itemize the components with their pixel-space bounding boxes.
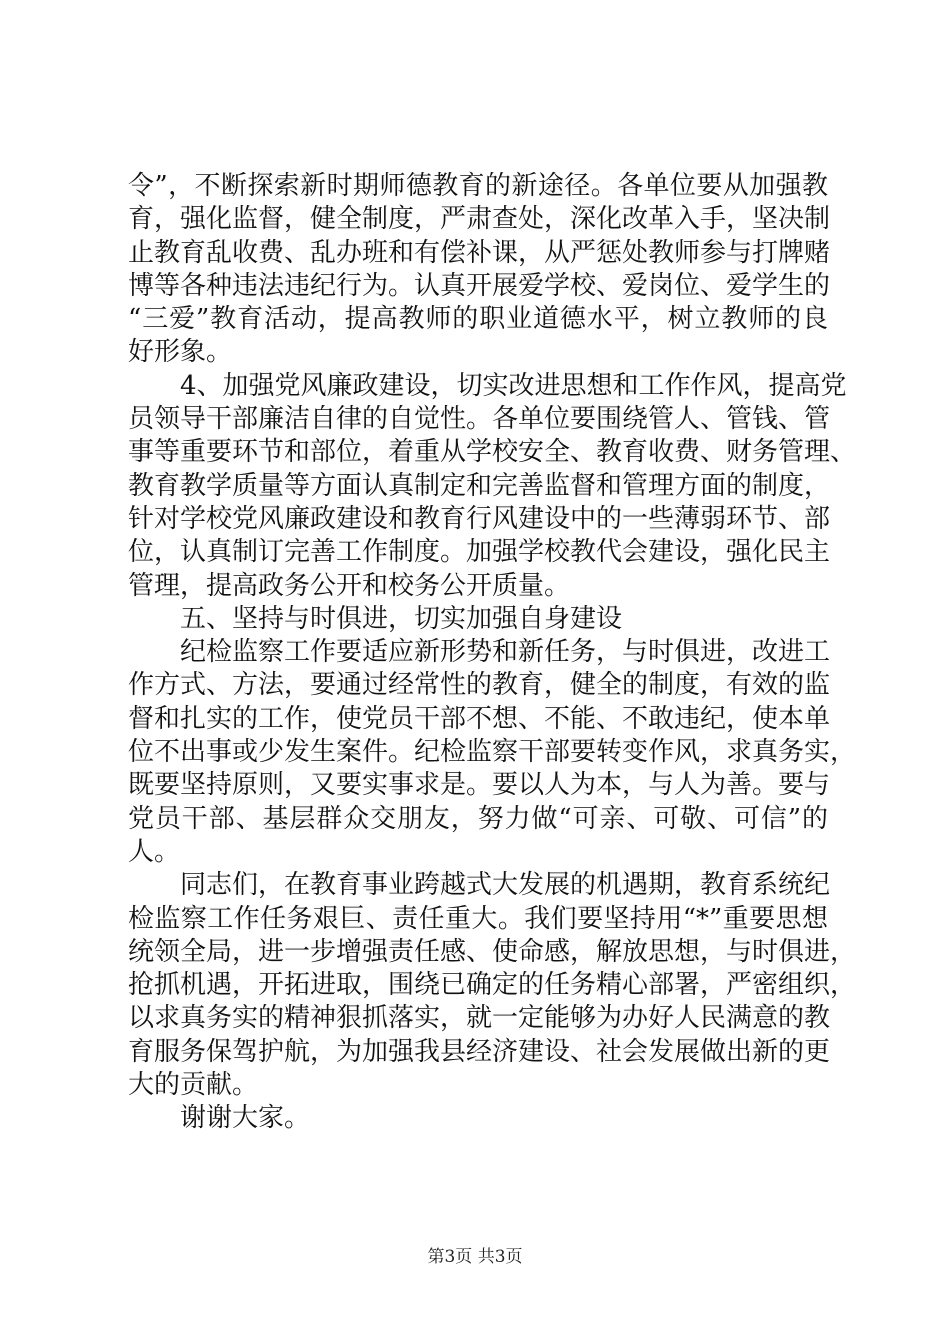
text-line: 人。 — [128, 836, 181, 867]
text-line: 止教育乱收费、乱办班和有偿补课，从严惩处教师参与打牌赌 — [128, 237, 831, 268]
text-line: 大的贡献。 — [128, 1070, 259, 1101]
text-line: 博等各种违法违纪行为。认真开展爱学校、爱岗位、爱学生的 — [128, 270, 831, 301]
text-line: 事等重要环节和部位，着重从学校安全、教育收费、财务管理、 — [128, 437, 857, 468]
text-line: 谢谢大家。 — [180, 1103, 311, 1134]
text-line: “三爱”教育活动，提高教师的职业道德水平，树立教师的良 — [128, 304, 828, 335]
text-line: 员领导干部廉洁自律的自觉性。各单位要围绕管人、管钱、管 — [128, 404, 831, 435]
text-line: 既要坚持原则，又要实事求是。要以人为本，与人为善。要与 — [128, 770, 831, 801]
text-line: 五、坚持与时俱进，切实加强自身建设 — [180, 603, 623, 634]
text-line: 同志们，在教育事业跨越式大发展的机遇期，教育系统纪 — [180, 870, 831, 901]
text-line: 检监察工作任务艰巨、责任重大。我们要坚持用“*”重要思想 — [128, 903, 828, 934]
text-line: 抢抓机遇，开拓进取，围绕已确定的任务精心部署，严密组织， — [128, 970, 857, 1001]
text-line: 针对学校党风廉政建设和教育行风建设中的一些薄弱环节、部 — [128, 503, 831, 534]
text-line: 好形象。 — [128, 337, 233, 368]
text-line: 育服务保驾护航，为加强我县经济建设、社会发展做出新的更 — [128, 1036, 831, 1067]
text-line: 教育教学质量等方面认真制定和完善监督和管理方面的制度， — [128, 470, 831, 501]
text-line: 纪检监察工作要适应新形势和新任务，与时俱进，改进工 — [180, 637, 831, 668]
text-line: 督和扎实的工作，使党员干部不想、不能、不敢违纪，使本单 — [128, 703, 831, 734]
text-line: 4、加强党风廉政建设，切实改进思想和工作作风，提高党 — [180, 370, 847, 401]
text-line: 作方式、方法，要通过经常性的教育，健全的制度，有效的监 — [128, 670, 831, 701]
text-line: 育，强化监督，健全制度，严肃查处，深化改革入手，坚决制 — [128, 204, 831, 235]
document-body — [128, 170, 857, 1136]
text-line: 党员干部、基层群众交朋友，努力做“可亲、可敬、可信”的 — [128, 803, 828, 834]
text-line: 统领全局，进一步增强责任感、使命感，解放思想，与时俱进， — [128, 936, 857, 967]
text-line: 管理，提高政务公开和校务公开质量。 — [128, 570, 571, 601]
text-line: 位，认真制订完善工作制度。加强学校教代会建设，强化民主 — [128, 537, 831, 568]
text-line: 令”，不断探索新时期师德教育的新途径。各单位要从加强教 — [128, 171, 828, 201]
text-line: 位不出事或少发生案件。纪检监察干部要转变作风，求真务实， — [128, 737, 857, 768]
page-number-footer: 第3页 共3页 — [427, 1247, 523, 1267]
text-line: 以求真务实的精神狠抓落实，就一定能够为办好人民满意的教 — [128, 1003, 831, 1034]
